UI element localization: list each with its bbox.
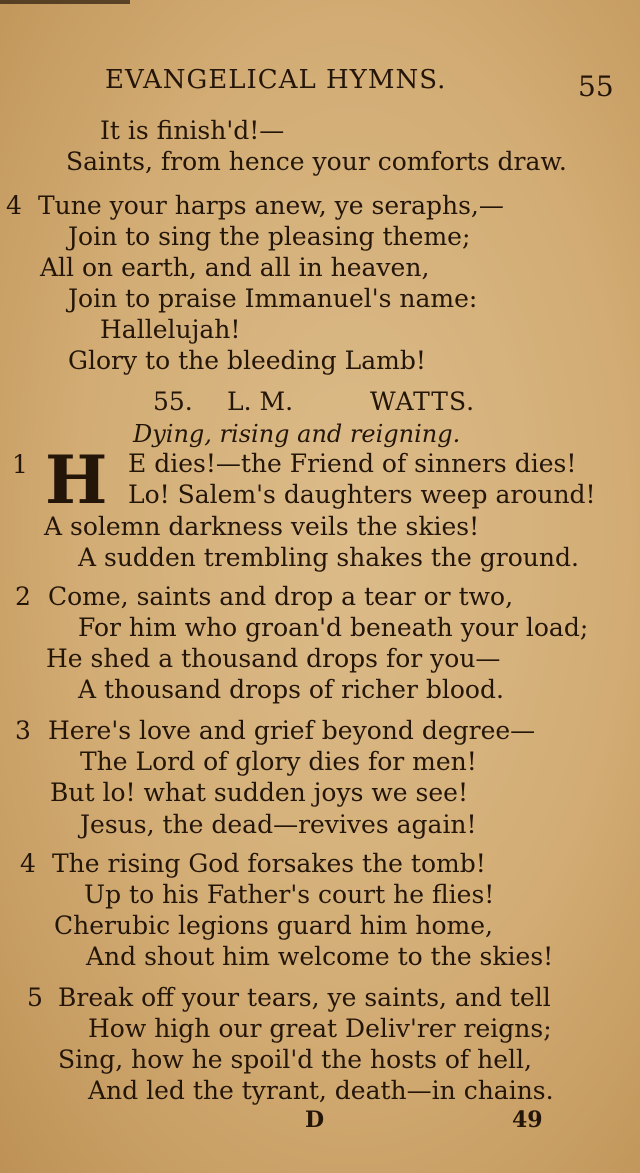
verse-line: Sing, how he spoil'd the hosts of hell, (58, 1045, 532, 1074)
verse-line: Up to his Father's court he flies! (84, 880, 495, 909)
verse-line: Break off your tears, ye saints, and tell (58, 983, 551, 1012)
verse-line: He shed a thousand drops for you— (46, 644, 501, 673)
drop-cap: H (45, 441, 108, 519)
verse-line: Join to sing the pleasing theme; (68, 222, 471, 251)
verse-line: Lo! Salem's daughters weep around! (128, 480, 596, 509)
signature-number: 49 (512, 1107, 543, 1133)
verse-line: All on earth, and all in heaven, (40, 253, 430, 282)
running-head: EVANGELICAL HYMNS. (105, 65, 447, 95)
stanza-number: 1 (12, 450, 28, 479)
verse-line: Come, saints and drop a tear or two, (48, 582, 514, 611)
verse-line: For him who groan'd beneath your load; (78, 613, 589, 642)
verse-line: Jesus, the dead—revives again! (80, 810, 477, 839)
hymn-subtitle: Dying, rising and reigning. (133, 420, 461, 448)
page-number: 55 (578, 70, 614, 103)
verse-line: Cherubic legions guard him home, (54, 911, 494, 940)
verse-line: Here's love and grief beyond degree— (48, 716, 536, 745)
page-edge-mark (0, 0, 130, 4)
verse-line: And led the tyrant, death—in chains. (88, 1076, 554, 1105)
verse-line: The rising God forsakes the tomb! (52, 849, 486, 878)
verse-line: A thousand drops of richer blood. (78, 675, 504, 704)
verse-line: Tune your harps anew, ye seraphs,— (38, 191, 504, 220)
stanza-number: 4 (6, 191, 22, 220)
verse-line: E dies!—the Friend of sinners dies! (128, 449, 577, 478)
stanza-number: 2 (15, 582, 31, 611)
verse-line: Hallelujah! (100, 315, 241, 344)
verse-line: Join to praise Immanuel's name: (68, 284, 478, 313)
stanza-number: 3 (15, 716, 31, 745)
stanza-number: 4 (20, 849, 36, 878)
verse-line: It is finish'd!— (100, 116, 285, 145)
stanza-number: 5 (27, 983, 43, 1012)
verse-line: A sudden trembling shakes the ground. (78, 543, 579, 572)
hymn-meter: L. M. (227, 387, 294, 416)
verse-line: And shout him welcome to the skies! (86, 942, 554, 971)
verse-line: How high our great Deliv'rer reigns; (88, 1014, 552, 1043)
verse-line: Saints, from hence your comforts draw. (66, 147, 567, 176)
verse-line: A solemn darkness veils the skies! (44, 512, 480, 541)
hymn-number: 55. (153, 387, 193, 416)
hymn-author: WATTS. (370, 387, 476, 416)
verse-line: Glory to the bleeding Lamb! (68, 346, 426, 375)
signature-mark: D (305, 1107, 325, 1133)
verse-line: The Lord of glory dies for men! (80, 747, 477, 776)
verse-line: But lo! what sudden joys we see! (50, 778, 468, 807)
